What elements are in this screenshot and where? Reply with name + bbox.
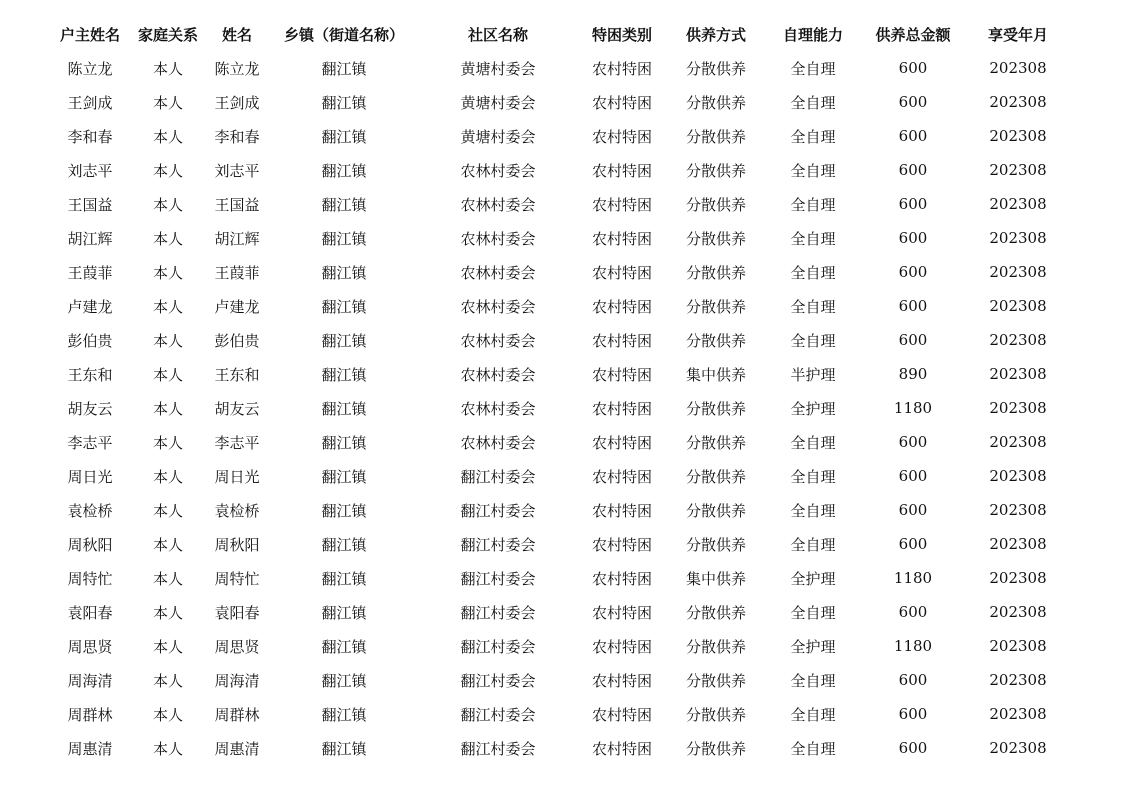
cell-family-relation: 本人 [152, 535, 183, 554]
cell-community: 翻江村委会 [460, 739, 536, 758]
cell-township: 翻江镇 [321, 671, 367, 690]
cell-community: 农林村委会 [460, 331, 536, 350]
cell-total-amount: 600 [898, 603, 928, 621]
cell-name: 王国益 [214, 195, 260, 214]
cell-township: 翻江镇 [321, 433, 367, 452]
cell-community: 农林村委会 [460, 433, 536, 452]
cell-township: 翻江镇 [321, 569, 367, 588]
cell-total-amount: 1180 [893, 399, 933, 417]
header-township: 乡镇（街道名称） [283, 25, 404, 44]
cell-category: 农村特困 [591, 127, 652, 146]
beneficiary-table [50, 17, 1072, 765]
cell-community: 黄塘村委会 [460, 93, 536, 112]
cell-self-care: 全自理 [790, 433, 836, 452]
cell-name: 周惠清 [214, 739, 260, 758]
cell-year-month: 202308 [989, 297, 1047, 315]
cell-family-relation: 本人 [152, 365, 183, 384]
cell-self-care: 全自理 [790, 93, 836, 112]
cell-name: 卢建龙 [214, 297, 260, 316]
header-total-amount: 供养总金额 [875, 25, 951, 44]
cell-name: 刘志平 [214, 161, 260, 180]
cell-year-month: 202308 [989, 603, 1047, 621]
cell-support-mode: 集中供养 [685, 569, 746, 588]
cell-category: 农村特困 [591, 637, 652, 656]
cell-family-relation: 本人 [152, 263, 183, 282]
cell-self-care: 全自理 [790, 739, 836, 758]
table-row [50, 357, 1072, 391]
cell-name: 陈立龙 [214, 59, 260, 78]
cell-community: 翻江村委会 [460, 569, 536, 588]
table-row [50, 663, 1072, 697]
cell-year-month: 202308 [989, 331, 1047, 349]
cell-total-amount: 600 [898, 59, 928, 77]
cell-year-month: 202308 [989, 161, 1047, 179]
cell-householder-name: 袁阳春 [67, 603, 113, 622]
cell-category: 农村特困 [591, 229, 652, 248]
cell-support-mode: 分散供养 [685, 535, 746, 554]
cell-family-relation: 本人 [152, 637, 183, 656]
cell-self-care: 半护理 [790, 365, 836, 384]
cell-householder-name: 彭伯贵 [67, 331, 113, 350]
cell-year-month: 202308 [989, 59, 1047, 77]
cell-support-mode: 分散供养 [685, 399, 746, 418]
cell-family-relation: 本人 [152, 93, 183, 112]
cell-township: 翻江镇 [321, 59, 367, 78]
cell-householder-name: 刘志平 [67, 161, 113, 180]
table-row [50, 731, 1072, 765]
cell-community: 黄塘村委会 [460, 59, 536, 78]
table-row [50, 629, 1072, 663]
cell-support-mode: 分散供养 [685, 59, 746, 78]
cell-category: 农村特困 [591, 297, 652, 316]
cell-name: 李和春 [214, 127, 260, 146]
cell-householder-name: 周惠清 [67, 739, 113, 758]
cell-self-care: 全自理 [790, 127, 836, 146]
cell-support-mode: 分散供养 [685, 501, 746, 520]
cell-support-mode: 分散供养 [685, 603, 746, 622]
cell-total-amount: 600 [898, 297, 928, 315]
cell-category: 农村特困 [591, 467, 652, 486]
cell-self-care: 全自理 [790, 195, 836, 214]
cell-year-month: 202308 [989, 569, 1047, 587]
cell-total-amount: 1180 [893, 569, 933, 587]
cell-name: 周群林 [214, 705, 260, 724]
table-row [50, 425, 1072, 459]
cell-family-relation: 本人 [152, 297, 183, 316]
cell-support-mode: 分散供养 [685, 297, 746, 316]
cell-community: 农林村委会 [460, 263, 536, 282]
cell-family-relation: 本人 [152, 229, 183, 248]
table-row [50, 119, 1072, 153]
cell-self-care: 全自理 [790, 535, 836, 554]
cell-family-relation: 本人 [152, 331, 183, 350]
cell-self-care: 全自理 [790, 59, 836, 78]
cell-category: 农村特困 [591, 263, 652, 282]
cell-householder-name: 周特忙 [67, 569, 113, 588]
cell-family-relation: 本人 [152, 739, 183, 758]
cell-community: 翻江村委会 [460, 501, 536, 520]
cell-township: 翻江镇 [321, 739, 367, 758]
table-row [50, 697, 1072, 731]
cell-self-care: 全自理 [790, 161, 836, 180]
cell-householder-name: 周思贤 [67, 637, 113, 656]
cell-year-month: 202308 [989, 229, 1047, 247]
cell-name: 周秋阳 [214, 535, 260, 554]
cell-community: 翻江村委会 [460, 671, 536, 690]
cell-family-relation: 本人 [152, 467, 183, 486]
cell-support-mode: 分散供养 [685, 263, 746, 282]
table-row [50, 187, 1072, 221]
cell-total-amount: 600 [898, 535, 928, 553]
cell-category: 农村特困 [591, 399, 652, 418]
cell-township: 翻江镇 [321, 603, 367, 622]
table-row [50, 493, 1072, 527]
cell-householder-name: 周日光 [67, 467, 113, 486]
cell-self-care: 全自理 [790, 705, 836, 724]
cell-category: 农村特困 [591, 161, 652, 180]
cell-name: 周特忙 [214, 569, 260, 588]
cell-total-amount: 600 [898, 671, 928, 689]
table-body [50, 51, 1072, 765]
cell-category: 农村特困 [591, 365, 652, 384]
cell-name: 彭伯贵 [214, 331, 260, 350]
cell-township: 翻江镇 [321, 637, 367, 656]
cell-year-month: 202308 [989, 195, 1047, 213]
cell-family-relation: 本人 [152, 399, 183, 418]
cell-township: 翻江镇 [321, 535, 367, 554]
header-row [50, 17, 1072, 51]
cell-township: 翻江镇 [321, 399, 367, 418]
header-name: 姓名 [221, 25, 252, 44]
table-row [50, 255, 1072, 289]
cell-year-month: 202308 [989, 399, 1047, 417]
table-row [50, 391, 1072, 425]
cell-community: 农林村委会 [460, 161, 536, 180]
cell-township: 翻江镇 [321, 127, 367, 146]
cell-township: 翻江镇 [321, 501, 367, 520]
cell-township: 翻江镇 [321, 93, 367, 112]
cell-householder-name: 卢建龙 [67, 297, 113, 316]
cell-support-mode: 分散供养 [685, 127, 746, 146]
cell-year-month: 202308 [989, 467, 1047, 485]
table-row [50, 51, 1072, 85]
cell-self-care: 全护理 [790, 569, 836, 588]
cell-township: 翻江镇 [321, 331, 367, 350]
cell-support-mode: 分散供养 [685, 93, 746, 112]
cell-support-mode: 分散供养 [685, 671, 746, 690]
cell-family-relation: 本人 [152, 671, 183, 690]
cell-category: 农村特困 [591, 195, 652, 214]
cell-family-relation: 本人 [152, 603, 183, 622]
cell-name: 胡江辉 [214, 229, 260, 248]
cell-year-month: 202308 [989, 637, 1047, 655]
cell-name: 王东和 [214, 365, 260, 384]
cell-total-amount: 600 [898, 127, 928, 145]
cell-householder-name: 李和春 [67, 127, 113, 146]
cell-householder-name: 袁检桥 [67, 501, 113, 520]
table-row [50, 459, 1072, 493]
cell-category: 农村特困 [591, 433, 652, 452]
cell-community: 黄塘村委会 [460, 127, 536, 146]
table-row [50, 561, 1072, 595]
cell-total-amount: 600 [898, 93, 928, 111]
cell-family-relation: 本人 [152, 433, 183, 452]
cell-total-amount: 600 [898, 331, 928, 349]
cell-total-amount: 600 [898, 195, 928, 213]
cell-support-mode: 分散供养 [685, 433, 746, 452]
cell-year-month: 202308 [989, 365, 1047, 383]
cell-category: 农村特困 [591, 705, 652, 724]
cell-support-mode: 分散供养 [685, 637, 746, 656]
table-row [50, 595, 1072, 629]
header-support-mode: 供养方式 [685, 25, 746, 44]
cell-category: 农村特困 [591, 331, 652, 350]
table-row [50, 323, 1072, 357]
cell-householder-name: 王剑成 [67, 93, 113, 112]
header-year-month: 享受年月 [987, 25, 1048, 44]
cell-family-relation: 本人 [152, 569, 183, 588]
cell-householder-name: 胡江辉 [67, 229, 113, 248]
cell-householder-name: 王国益 [67, 195, 113, 214]
cell-township: 翻江镇 [321, 229, 367, 248]
cell-total-amount: 600 [898, 263, 928, 281]
cell-self-care: 全自理 [790, 263, 836, 282]
cell-householder-name: 王东和 [67, 365, 113, 384]
cell-self-care: 全自理 [790, 467, 836, 486]
cell-self-care: 全自理 [790, 331, 836, 350]
cell-category: 农村特困 [591, 739, 652, 758]
cell-total-amount: 600 [898, 739, 928, 757]
cell-householder-name: 李志平 [67, 433, 113, 452]
cell-township: 翻江镇 [321, 297, 367, 316]
cell-self-care: 全自理 [790, 501, 836, 520]
cell-township: 翻江镇 [321, 161, 367, 180]
table-row [50, 289, 1072, 323]
cell-name: 袁检桥 [214, 501, 260, 520]
cell-township: 翻江镇 [321, 195, 367, 214]
cell-community: 农林村委会 [460, 229, 536, 248]
header-self-care: 自理能力 [782, 25, 843, 44]
cell-year-month: 202308 [989, 263, 1047, 281]
cell-householder-name: 周群林 [67, 705, 113, 724]
cell-self-care: 全自理 [790, 671, 836, 690]
cell-name: 袁阳春 [214, 603, 260, 622]
cell-category: 农村特困 [591, 501, 652, 520]
cell-total-amount: 600 [898, 705, 928, 723]
cell-name: 周日光 [214, 467, 260, 486]
cell-township: 翻江镇 [321, 365, 367, 384]
cell-community: 农林村委会 [460, 399, 536, 418]
cell-category: 农村特困 [591, 535, 652, 554]
cell-name: 周海清 [214, 671, 260, 690]
cell-householder-name: 周海清 [67, 671, 113, 690]
cell-total-amount: 890 [898, 365, 928, 383]
cell-community: 翻江村委会 [460, 637, 536, 656]
cell-year-month: 202308 [989, 535, 1047, 553]
cell-householder-name: 胡友云 [67, 399, 113, 418]
cell-name: 王葭菲 [214, 263, 260, 282]
cell-category: 农村特困 [591, 671, 652, 690]
table-row [50, 153, 1072, 187]
cell-total-amount: 600 [898, 433, 928, 451]
cell-community: 农林村委会 [460, 195, 536, 214]
cell-family-relation: 本人 [152, 705, 183, 724]
cell-self-care: 全护理 [790, 637, 836, 656]
cell-year-month: 202308 [989, 705, 1047, 723]
table-row [50, 221, 1072, 255]
cell-community: 翻江村委会 [460, 467, 536, 486]
header-family-relation: 家庭关系 [137, 25, 198, 44]
cell-self-care: 全护理 [790, 399, 836, 418]
cell-support-mode: 分散供养 [685, 161, 746, 180]
cell-community: 翻江村委会 [460, 535, 536, 554]
cell-name: 胡友云 [214, 399, 260, 418]
cell-self-care: 全自理 [790, 229, 836, 248]
cell-total-amount: 600 [898, 161, 928, 179]
cell-category: 农村特困 [591, 93, 652, 112]
cell-self-care: 全自理 [790, 603, 836, 622]
cell-name: 王剑成 [214, 93, 260, 112]
header-community: 社区名称 [467, 25, 528, 44]
cell-householder-name: 周秋阳 [67, 535, 113, 554]
cell-year-month: 202308 [989, 433, 1047, 451]
cell-category: 农村特困 [591, 603, 652, 622]
cell-support-mode: 分散供养 [685, 331, 746, 350]
cell-family-relation: 本人 [152, 161, 183, 180]
cell-family-relation: 本人 [152, 501, 183, 520]
cell-community: 农林村委会 [460, 297, 536, 316]
cell-year-month: 202308 [989, 127, 1047, 145]
cell-support-mode: 分散供养 [685, 739, 746, 758]
table-row [50, 85, 1072, 119]
cell-total-amount: 600 [898, 229, 928, 247]
cell-category: 农村特困 [591, 59, 652, 78]
table-row [50, 527, 1072, 561]
cell-family-relation: 本人 [152, 59, 183, 78]
cell-community: 翻江村委会 [460, 705, 536, 724]
cell-self-care: 全自理 [790, 297, 836, 316]
cell-category: 农村特困 [591, 569, 652, 588]
cell-township: 翻江镇 [321, 263, 367, 282]
cell-support-mode: 分散供养 [685, 705, 746, 724]
cell-total-amount: 600 [898, 467, 928, 485]
cell-householder-name: 王葭菲 [67, 263, 113, 282]
cell-support-mode: 分散供养 [685, 467, 746, 486]
cell-year-month: 202308 [989, 501, 1047, 519]
cell-year-month: 202308 [989, 671, 1047, 689]
cell-support-mode: 分散供养 [685, 229, 746, 248]
header-householder-name: 户主姓名 [59, 25, 120, 44]
cell-family-relation: 本人 [152, 127, 183, 146]
cell-community: 农林村委会 [460, 365, 536, 384]
cell-name: 周思贤 [214, 637, 260, 656]
cell-total-amount: 600 [898, 501, 928, 519]
cell-total-amount: 1180 [893, 637, 933, 655]
cell-householder-name: 陈立龙 [67, 59, 113, 78]
cell-name: 李志平 [214, 433, 260, 452]
cell-year-month: 202308 [989, 93, 1047, 111]
header-category: 特困类别 [591, 25, 652, 44]
cell-support-mode: 集中供养 [685, 365, 746, 384]
cell-family-relation: 本人 [152, 195, 183, 214]
cell-township: 翻江镇 [321, 467, 367, 486]
cell-support-mode: 分散供养 [685, 195, 746, 214]
cell-year-month: 202308 [989, 739, 1047, 757]
cell-township: 翻江镇 [321, 705, 367, 724]
cell-community: 翻江村委会 [460, 603, 536, 622]
